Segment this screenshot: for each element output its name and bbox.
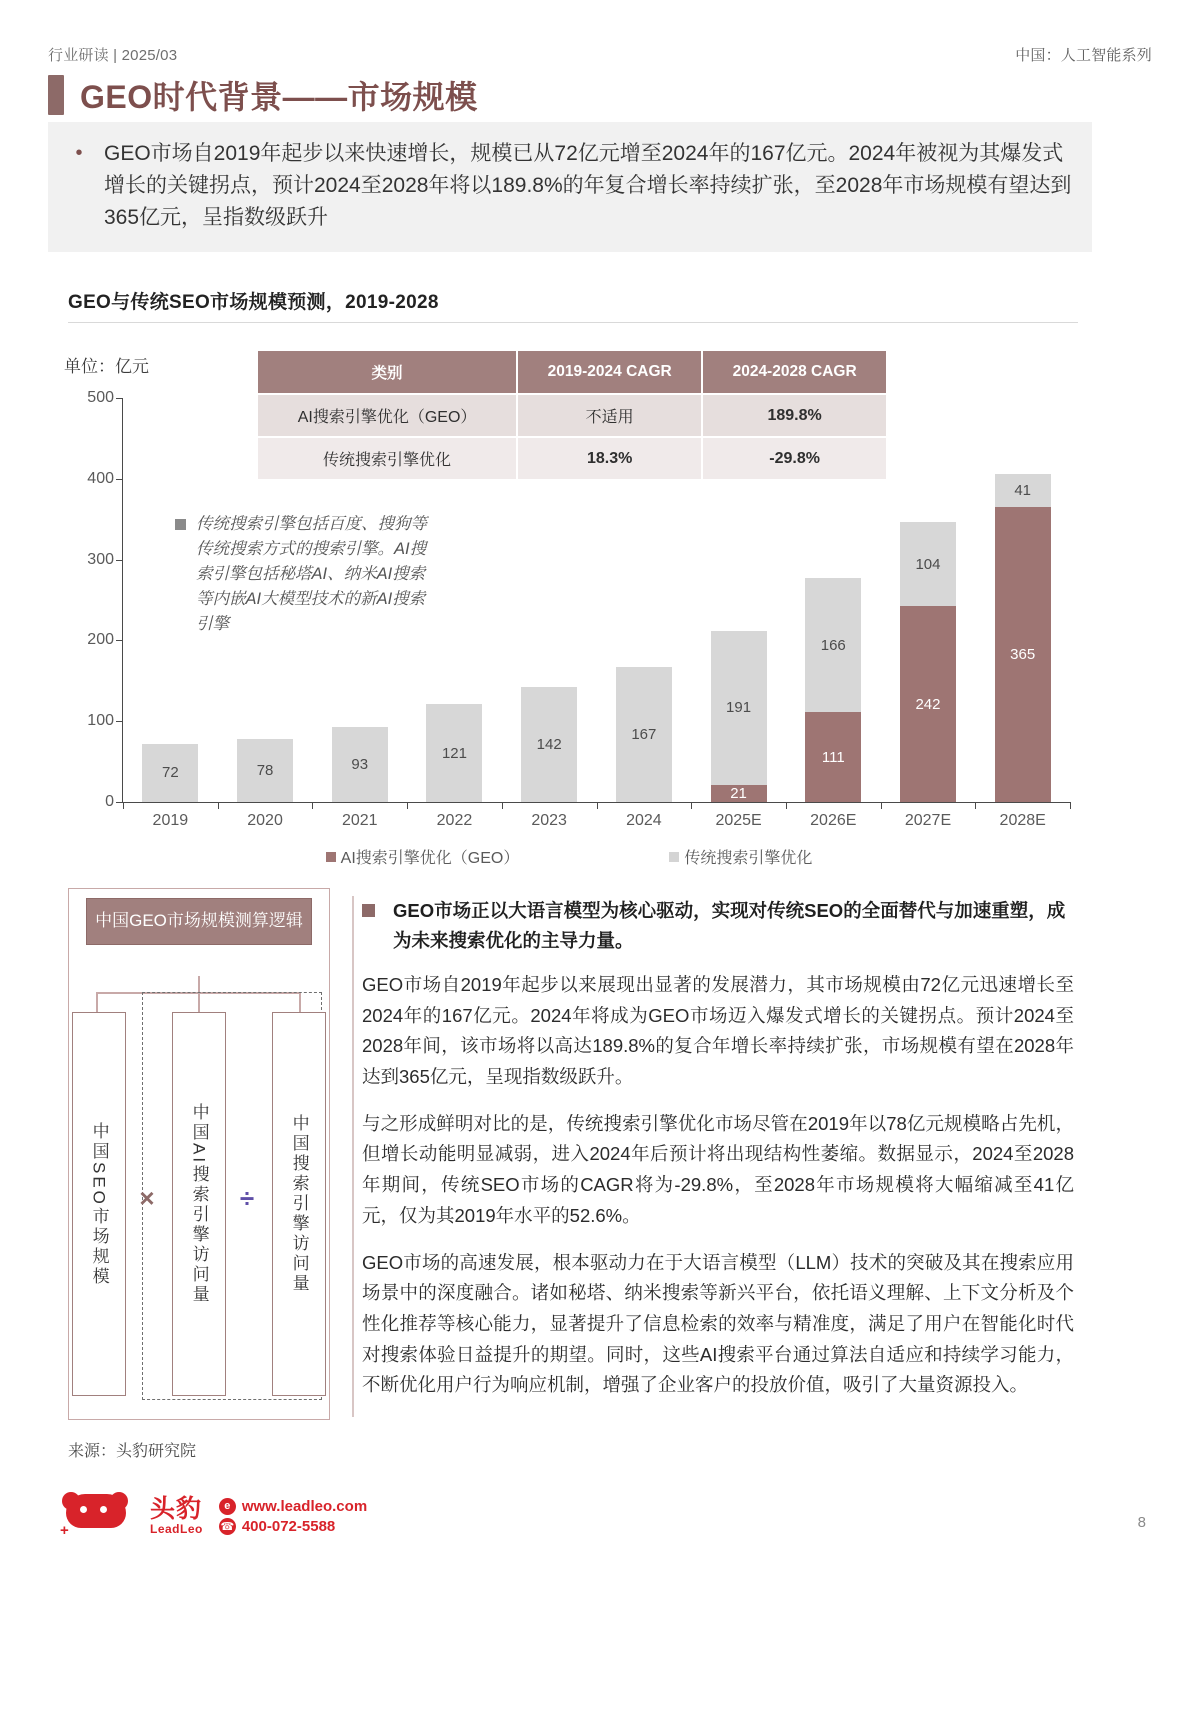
cagr-row0-category: AI搜索引擎优化（GEO） (258, 394, 517, 437)
diagram-box-label-0: 中国SEO市场规模 (89, 1121, 109, 1287)
footer-phone-line[interactable] (219, 1518, 367, 1535)
summary-callout (48, 122, 1092, 252)
x-tick-mark (597, 802, 598, 809)
y-tick-mark (116, 479, 123, 480)
bar-segment-traditional (237, 739, 293, 802)
page-number: 8 (1137, 1514, 1146, 1531)
bar-group (502, 398, 597, 802)
cagr-row1-category: 传统搜索引擎优化 (258, 437, 517, 479)
x-tick-label: 2023 (531, 812, 567, 829)
footer-branding (60, 1490, 367, 1542)
logo-eye-left (80, 1506, 87, 1513)
annotation-text: 传统搜索引擎包括百度、搜狗等传统搜索方式的搜索引擎。AI搜索引擎包括秘塔AI、纳米AI搜索等内嵌AI大模型技术的新AI搜索引擎 (196, 515, 427, 634)
bar-value-label: 167 (631, 726, 657, 744)
x-tick-mark (1070, 802, 1071, 809)
summary-text: GEO市场自2019年起步以来快速增长，规模已从72亿元增至2024年的167亿元。2024年被视为其爆发式增长的关键拐点，预计2024至2028年将以189.8%的年复合增长率持续扩张，至2028年市场规模有望达到365亿元，呈指数级跃升 (104, 142, 1072, 229)
analysis-text-column (362, 896, 1074, 1417)
logo-eye-right (100, 1506, 107, 1513)
x-tick-label: 2019 (152, 812, 189, 829)
x-tick-label: 2027E (904, 812, 952, 829)
cagr-row1-col2: -29.8% (702, 437, 886, 479)
bar-value-label: 121 (441, 744, 467, 762)
stacked-bar (237, 739, 293, 802)
diagram-connector-drop-1 (96, 992, 98, 1014)
stacked-bar (426, 704, 482, 802)
bar-value-label: 41 (1014, 482, 1032, 500)
stacked-bar (711, 631, 767, 802)
chart-legend (64, 845, 1074, 868)
x-tick-mark (786, 802, 787, 809)
cagr-header-category: 类别 (258, 351, 517, 394)
analysis-lead (362, 896, 1074, 956)
y-tick-mark (116, 721, 123, 722)
x-tick-mark (502, 802, 503, 809)
e-globe-icon: e (219, 1498, 236, 1515)
source-label: 来源：头豹研究院 (68, 1443, 197, 1460)
y-tick-mark (116, 802, 123, 803)
bar-value-label: 142 (536, 736, 562, 754)
y-tick-mark (116, 560, 123, 561)
bar-segment-geo (995, 507, 1051, 802)
cagr-row1-col1: 18.3% (517, 437, 702, 479)
bar-value-label: 242 (915, 695, 941, 713)
chart-heading-divider (68, 322, 1078, 323)
logo-plus-icon: + (60, 1522, 69, 1539)
cagr-table-header-row (258, 351, 886, 394)
x-tick-label: 2021 (341, 812, 378, 829)
bar-segment-geo (805, 712, 861, 802)
bar-group (691, 398, 786, 802)
legend-label-traditional: 传统搜索引擎优化 (684, 850, 813, 867)
cagr-header-2019-2024: 2019-2024 CAGR (517, 351, 702, 394)
bar-value-label: 111 (821, 748, 845, 766)
bar-segment-traditional (805, 578, 861, 712)
x-tick-label: 2020 (247, 812, 283, 829)
bar-segment-traditional (426, 704, 482, 802)
calculation-logic-diagram (68, 888, 330, 1420)
stacked-bar (995, 474, 1051, 802)
y-tick-label: 400 (87, 469, 114, 487)
footer-website: www.leadleo.com (241, 1497, 368, 1515)
x-tick-mark (123, 802, 124, 809)
x-tick-mark (218, 802, 219, 809)
analysis-paragraph-1: GEO市场自2019年起步以来展现出显著的发展潜力，其市场规模由72亿元迅速增长至2024年的167亿元。2024年将成为GEO市场迈入爆发式增长的关键拐点。预计2024至2028年间，该市场将以高达189.8%的复合年增长率持续扩张，市场规模有望在2028年达到365亿元，呈现指数级跃升。 (362, 973, 1074, 1088)
y-tick-label: 300 (87, 550, 114, 568)
chart-heading: GEO与传统SEO市场规模预测，2019-2028 (68, 292, 439, 313)
stacked-bar (142, 744, 198, 802)
bar-segment-traditional (616, 667, 672, 802)
bar-value-label: 191 (726, 699, 752, 717)
diagram-operator-multiply-icon: × (139, 1183, 155, 1213)
bar-group (975, 398, 1070, 802)
stacked-bar (616, 667, 672, 802)
analysis-paragraph-2: 与之形成鲜明对比的是，传统搜索引擎优化市场尽管在2019年以78亿元规模略占先机，但增长动能明显减弱，进入2024年后预计将出现结构性萎缩。数据显示，2024至2028年期间，传统SEO市场的CAGR将为-29.8%，至2028年市场规模将大幅缩减至41亿元，仅为其2019年水平的52.6%。 (362, 1112, 1074, 1226)
chart-unit-label: 单位：亿元 (64, 357, 149, 376)
x-axis-tick-labels (123, 812, 1070, 830)
y-tick-label: 200 (87, 631, 114, 649)
leopard-logo-icon (60, 1490, 138, 1542)
footer-contact (219, 1498, 367, 1535)
bar-value-label: 21 (730, 785, 747, 803)
diagram-box-ai-traffic (172, 1012, 226, 1396)
stacked-bar (332, 727, 388, 802)
x-tick-mark (312, 802, 313, 809)
bar-value-label: 365 (1010, 646, 1036, 664)
chart-annotation (175, 512, 435, 637)
bar-value-label: 104 (915, 555, 941, 573)
analysis-paragraph-3: GEO市场的高速发展，根本驱动力在于大语言模型（LLM）技术的突破及其在搜索应用场景中的深度融合。诸如秘塔、纳米搜索等新兴平台，依托语义理解、上下文分析及个性化推荐等核心能力，显著提升了信息检索的效率与精准度，满足了用户在智能化时代对搜索体验日益提升的期望。同时，这些AI搜索平台通过算法自适应和持续学习能力，不断优化用户行为响应机制，增强了企业客户的投放价值，吸引了大量资源投入。 (362, 1251, 1074, 1396)
bar-segment-geo (711, 785, 767, 802)
analysis-lead-text: GEO市场正以大语言模型为核心驱动，实现对传统SEO的全面替代与加速重塑，成为未来搜索优化的主导力量。 (393, 900, 1066, 951)
x-tick-label: 2022 (436, 812, 473, 829)
header-left-label: 行业研读 | 2025/03 (48, 47, 178, 64)
bar-group (786, 398, 881, 802)
x-tick-mark (407, 802, 408, 809)
brand-wordmark (150, 1496, 203, 1536)
analysis-left-accent-bar (352, 896, 354, 1417)
y-tick-label: 0 (105, 793, 114, 810)
brand-name-cn: 头豹 (150, 1494, 203, 1523)
logo-head (66, 1494, 126, 1528)
x-tick-label: 2025E (715, 812, 762, 829)
y-axis-tick-labels (64, 389, 114, 810)
bar-value-label: 72 (162, 764, 179, 782)
header-right-label: 中国：人工智能系列 (1015, 47, 1152, 64)
stacked-bar (805, 578, 861, 802)
legend-label-geo: AI搜索引擎优化（GEO） (340, 850, 520, 867)
page-title (48, 72, 478, 118)
bar-segment-traditional (142, 744, 198, 802)
title-text: GEO时代背景——市场规模 (80, 79, 478, 115)
diagram-box-seo-market (72, 1012, 126, 1396)
legend-swatch-geo-icon (326, 852, 336, 862)
summary-bullet-icon: • (75, 142, 83, 164)
y-tick-label: 500 (87, 389, 114, 406)
bar-group (881, 398, 976, 802)
diagram-box-label-1: 中国AI搜索引擎访问量 (189, 1102, 209, 1306)
y-tick-mark (116, 640, 123, 641)
page-header (48, 44, 1152, 65)
bar-group (597, 398, 692, 802)
stacked-bar (900, 522, 956, 802)
diagram-box-label-2: 中国搜索引擎访问量 (289, 1114, 309, 1294)
diagram-box-search-traffic (272, 1012, 326, 1396)
bar-segment-traditional (711, 631, 767, 785)
footer-website-line[interactable] (219, 1498, 367, 1515)
cagr-row0-col2: 189.8% (702, 394, 886, 437)
x-tick-label: 2024 (626, 812, 662, 829)
legend-item-traditional (669, 845, 812, 868)
bar-segment-geo (900, 606, 956, 802)
phone-icon: ☎ (219, 1518, 236, 1535)
x-tick-mark (881, 802, 882, 809)
bar-value-label: 93 (351, 755, 369, 773)
bar-segment-traditional (995, 474, 1051, 507)
bar-value-label: 166 (820, 636, 846, 654)
legend-item-geo (326, 845, 520, 868)
cagr-row0-col1: 不适用 (517, 394, 702, 437)
diagram-title-box: 中国GEO市场规模测算逻辑 (86, 898, 312, 945)
stacked-bar (521, 687, 577, 802)
cagr-header-2024-2028: 2024-2028 CAGR (702, 351, 886, 394)
bar-segment-traditional (521, 687, 577, 802)
brand-name-en: LeadLeo (150, 1522, 203, 1537)
y-tick-label: 100 (87, 712, 114, 730)
legend-swatch-traditional-icon (669, 852, 679, 862)
x-tick-mark (691, 802, 692, 809)
analysis-bullet-icon (362, 904, 375, 917)
bar-segment-traditional (332, 727, 388, 802)
title-accent-bar (48, 75, 64, 115)
bar-segment-traditional (900, 522, 956, 606)
bar-value-label: 78 (256, 761, 274, 779)
x-tick-label: 2026E (810, 812, 857, 829)
x-tick-label: 2028E (999, 812, 1046, 829)
x-tick-mark (975, 802, 976, 809)
y-tick-mark (116, 398, 123, 399)
diagram-operator-divide-icon: ÷ (239, 1183, 255, 1213)
annotation-bullet-icon (175, 519, 186, 530)
footer-phone: 400-072-5588 (241, 1517, 336, 1535)
